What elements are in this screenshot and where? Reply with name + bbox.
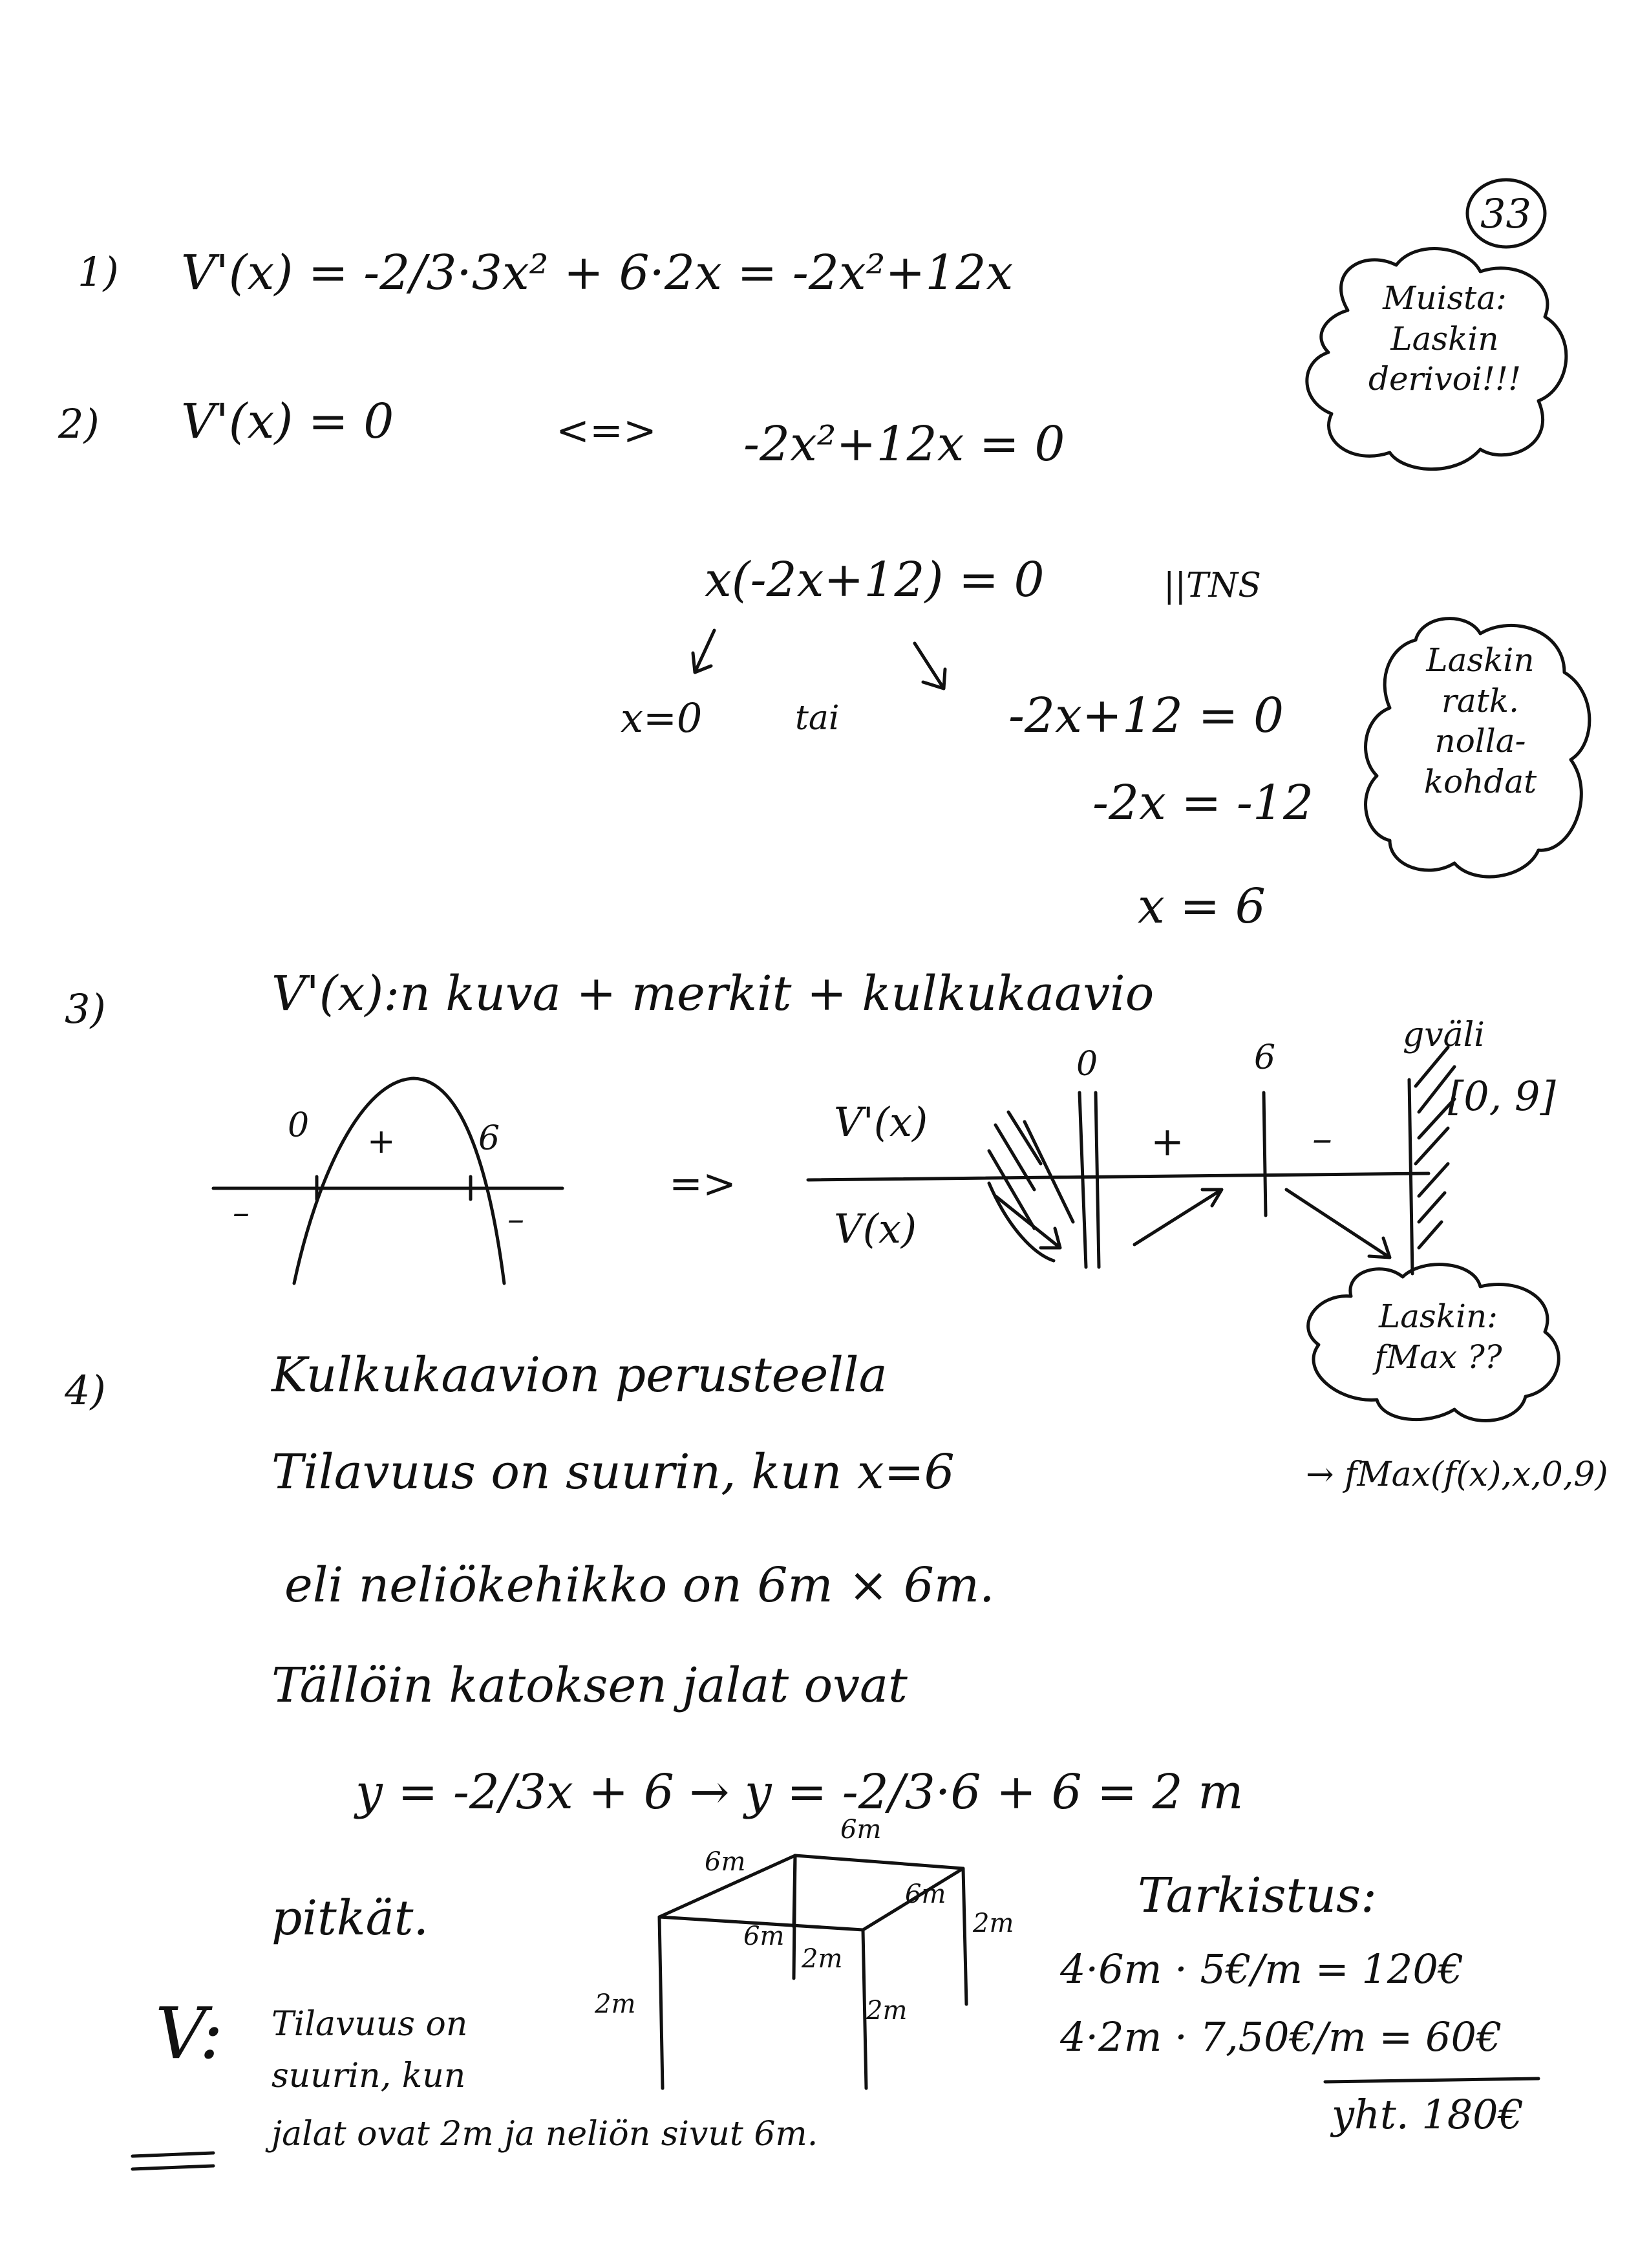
step4-number: 4)	[65, 1367, 106, 1414]
implies-arrow: =>	[669, 1160, 736, 1207]
cloud1-line2: Laskin	[1390, 319, 1499, 358]
cloud1-line3: derivoi!!!	[1368, 360, 1522, 398]
parabola-plus-sign: +	[367, 1122, 396, 1161]
step2-linear-step: -2x = -12	[1092, 775, 1314, 831]
sign-table-row-function: V(x)	[834, 1205, 917, 1252]
step2-factored-equation: x(-2x+12) = 0	[705, 552, 1045, 608]
cloud2-line1: Laskin	[1426, 641, 1535, 679]
step2-quadratic-equation: -2x²+12x = 0	[743, 416, 1065, 472]
step4-line1: Kulkukaavion perusteella	[271, 1347, 888, 1403]
check-title: Tarkistus:	[1138, 1868, 1377, 1923]
box-label-left-height: 2m	[595, 1989, 636, 2019]
step1-number: 1)	[78, 248, 119, 295]
step2-linear-equation: -2x+12 = 0	[1008, 688, 1284, 744]
check-line1: 4·6m · 5€/m = 120€	[1060, 1945, 1464, 1993]
box-label-top-left: 6m	[705, 1847, 746, 1877]
step4-line6: pitkät.	[271, 1890, 429, 1946]
sign-table-gvali-label: gväli	[1403, 1016, 1485, 1054]
step4-line5: y = -2/3x + 6 → y = -2/3·6 + 6 = 2 m	[356, 1764, 1244, 1820]
step2-or-word: tai	[795, 699, 840, 738]
step4-line3: eli neliökehikko on 6m × 6m.	[284, 1557, 995, 1613]
step1-derivative-equation: V'(x) = -2/3·3x² + 6·2x = -2x²+12x	[181, 245, 1014, 301]
box-label-top-front: 6m	[743, 1921, 785, 1951]
answer-line2: suurin, kun	[271, 2057, 466, 2095]
cloud2-line4: kohdat	[1423, 762, 1537, 800]
step2-root-six: x = 6	[1138, 879, 1266, 934]
step3-title: V'(x):n kuva + merkit + kulkukaavio	[271, 966, 1154, 1022]
step3-number: 3)	[65, 985, 106, 1032]
sign-table-interval: [0, 9]	[1448, 1073, 1556, 1120]
answer-line1: Tilavuus on	[271, 2005, 468, 2044]
parabola-minus-right: –	[507, 1200, 524, 1239]
cloud1-line1: Muista:	[1383, 279, 1507, 317]
step2-root-zero: x=0	[621, 694, 703, 742]
parabola-zero-right: 6	[478, 1119, 500, 1158]
box-label-top-right: 6m	[905, 1879, 946, 1909]
box-label-right-height: 2m	[973, 1909, 1014, 1938]
step4-line4: Tällöin katoksen jalat ovat	[271, 1658, 908, 1713]
sign-table-row-derivative: V'(x)	[834, 1098, 928, 1146]
step2-zero-product-tag: ||TNS	[1164, 566, 1261, 605]
box-label-mid-top: 6m	[840, 1815, 882, 1845]
step2-number: 2)	[58, 400, 100, 447]
answer-line3: jalat ovat 2m ja neliön sivut 6m.	[271, 2115, 818, 2154]
step2-equivalence: <=>	[556, 407, 657, 454]
cloud2-line2: ratk.	[1442, 681, 1519, 720]
page-number: 33	[1480, 190, 1531, 237]
answer-mark: V:	[155, 1992, 224, 2075]
sign-table-minus: –	[1312, 1115, 1332, 1162]
check-line2: 4·2m · 7,50€/m = 60€	[1060, 2013, 1502, 2060]
cloud3-line2: fMax ??	[1374, 1338, 1502, 1376]
parabola-minus-left: –	[233, 1193, 250, 1232]
box-label-mid-height: 2m	[802, 1944, 843, 1974]
box-label-inner-height: 2m	[866, 1996, 908, 2026]
check-total: yht. 180€	[1332, 2091, 1524, 2138]
sign-table-tick-zero: 0	[1076, 1045, 1098, 1084]
cloud3-line1: Laskin:	[1378, 1298, 1498, 1335]
cloud2-line3: nolla-	[1434, 722, 1526, 760]
fmax-call: → fMax(f(x),x,0,9)	[1306, 1455, 1608, 1494]
step2-derivative-zero: V'(x) = 0	[181, 394, 394, 449]
sign-table-tick-six: 6	[1254, 1038, 1276, 1077]
step4-line2: Tilavuus on suurin, kun x=6	[271, 1444, 955, 1500]
sign-table-plus: +	[1151, 1118, 1184, 1165]
parabola-zero-left: 0	[288, 1106, 310, 1145]
